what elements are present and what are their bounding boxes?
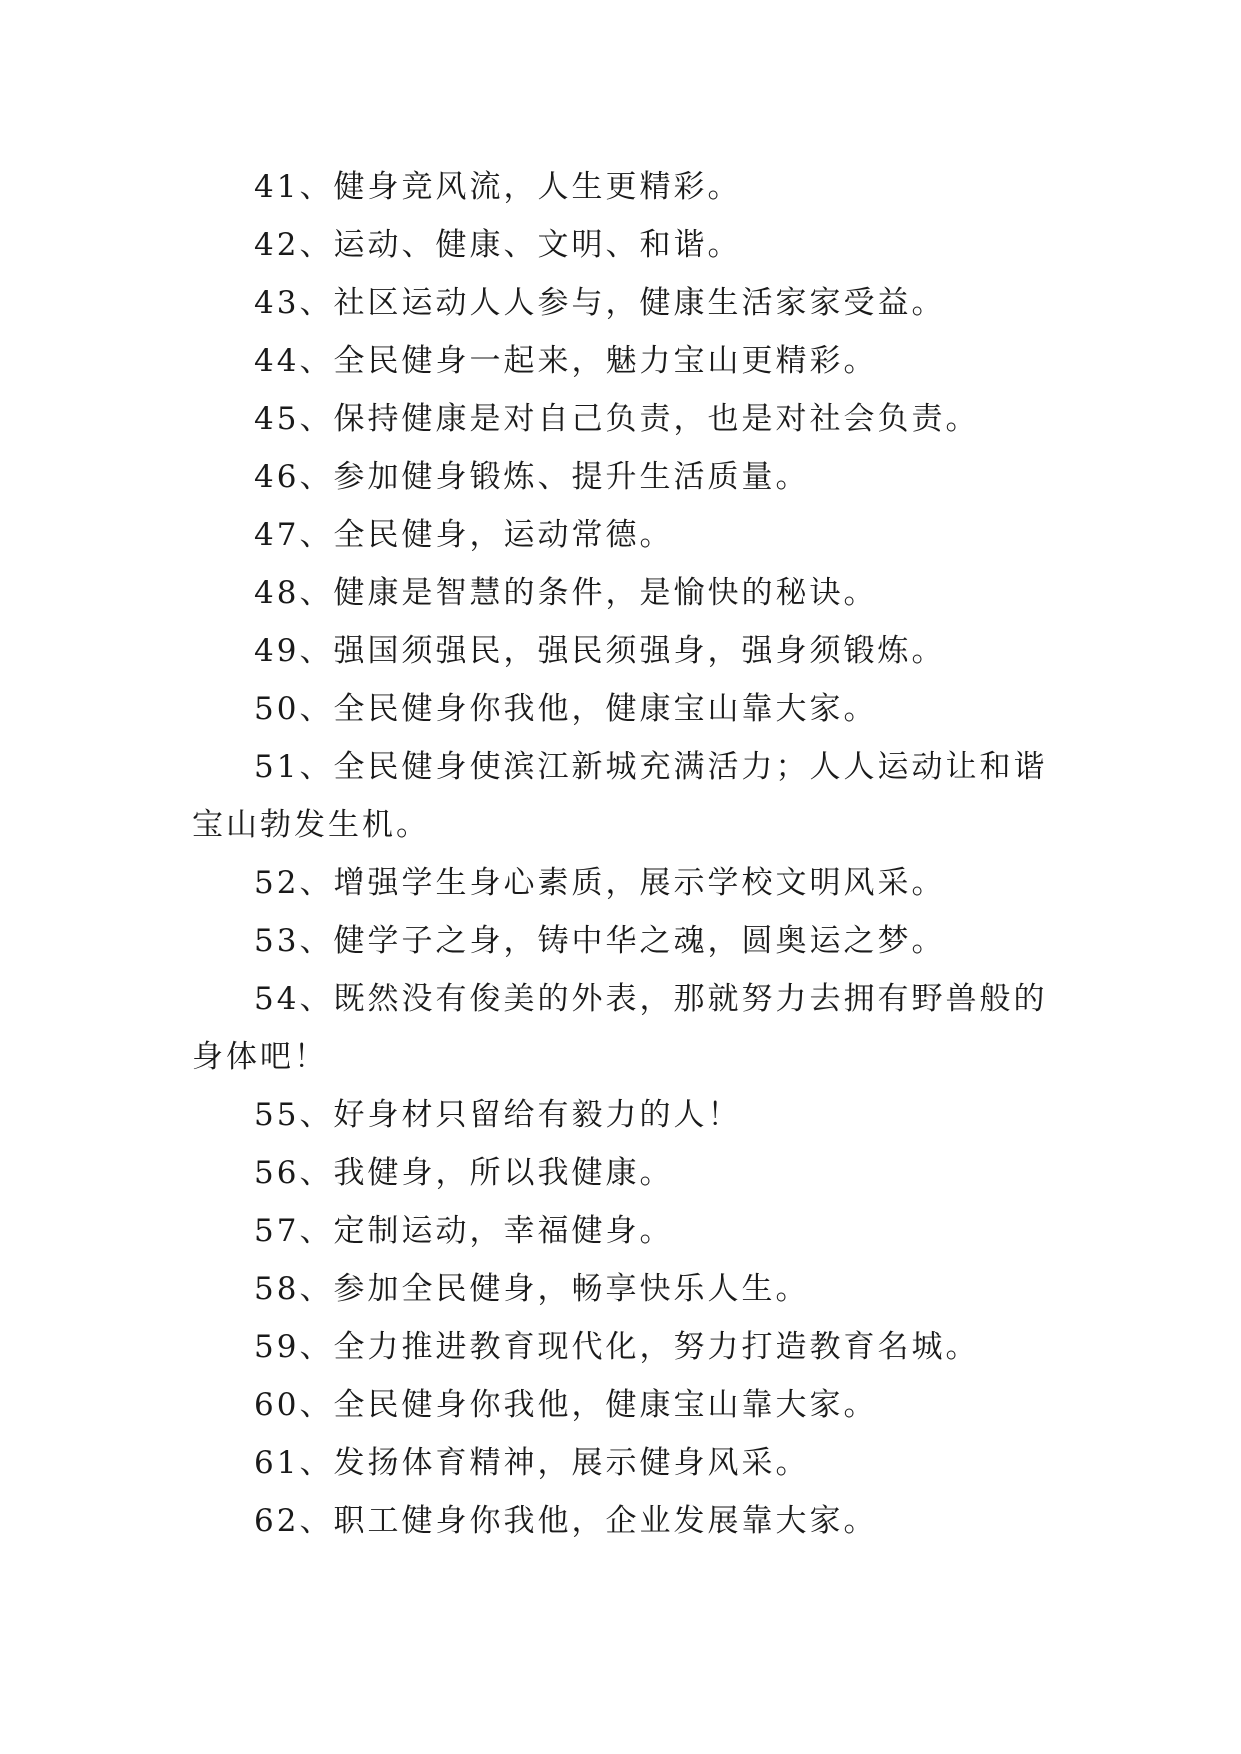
slogan-paragraph: 57、定制运动，幸福健身。: [254, 1213, 674, 1249]
slogan-paragraph: 41、健身竞风流，人生更精彩。: [254, 169, 742, 205]
slogan-paragraph: 46、参加健身锻炼、提升生活质量。: [254, 459, 810, 495]
slogan-paragraph: 54、既然没有俊美的外表，那就努力去拥有野兽般的身体吧！: [192, 981, 1048, 1075]
slogan-paragraph: 52、增强学生身心素质，展示学校文明风采。: [254, 865, 946, 901]
slogan-paragraph: 51、全民健身使滨江新城充满活力；人人运动让和谐宝山勃发生机。: [192, 749, 1048, 843]
slogan-paragraph: 60、全民健身你我他，健康宝山靠大家。: [254, 1387, 878, 1423]
slogan-paragraph: 47、全民健身，运动常德。: [254, 517, 674, 553]
slogan-paragraph: 49、强国须强民，强民须强身，强身须锻炼。: [254, 633, 946, 669]
slogan-paragraph: 61、发扬体育精神，展示健身风采。: [254, 1445, 810, 1481]
slogan-paragraph: 50、全民健身你我他，健康宝山靠大家。: [254, 691, 878, 727]
slogan-paragraph: 53、健学子之身，铸中华之魂，圆奥运之梦。: [254, 923, 946, 959]
slogan-paragraph: 45、保持健康是对自己负责，也是对社会负责。: [254, 401, 980, 437]
slogan-paragraph: 56、我健身，所以我健康。: [254, 1155, 674, 1191]
slogan-paragraph: 44、全民健身一起来，魅力宝山更精彩。: [254, 343, 878, 379]
slogan-paragraph: 59、全力推进教育现代化，努力打造教育名城。: [254, 1329, 980, 1365]
slogan-paragraph: 43、社区运动人人参与，健康生活家家受益。: [254, 285, 946, 321]
slogan-paragraph: 58、参加全民健身，畅享快乐人生。: [254, 1271, 810, 1307]
slogan-paragraph: 55、好身材只留给有毅力的人！: [254, 1097, 742, 1133]
slogan-paragraph: 48、健康是智慧的条件，是愉快的秘诀。: [254, 575, 878, 611]
document-body: [192, 158, 1052, 1550]
slogan-paragraph: 42、运动、健康、文明、和谐。: [254, 227, 742, 263]
slogan-paragraph: 62、职工健身你我他，企业发展靠大家。: [254, 1503, 878, 1539]
